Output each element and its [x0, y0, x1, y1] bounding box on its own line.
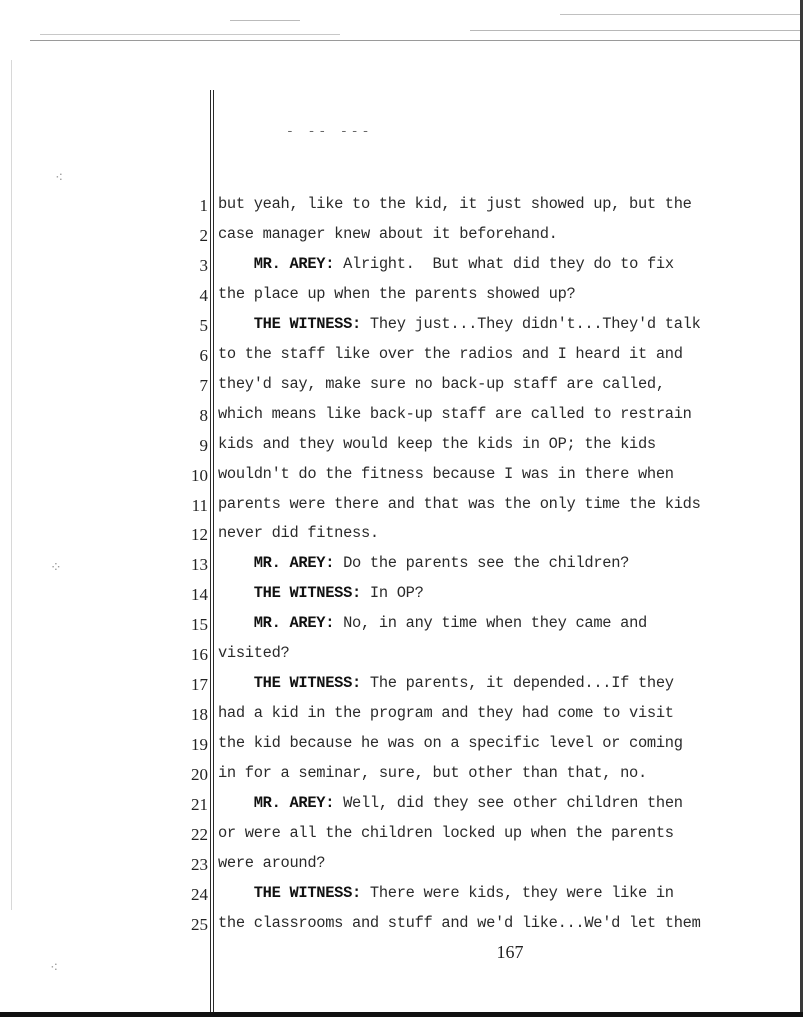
transcript-line — [218, 734, 794, 752]
line-text: No, in any time when they came and — [334, 614, 647, 633]
line-text: had a kid in the program and they had come to visit — [218, 704, 674, 723]
line-text: Alright. But what did they do to fix — [334, 254, 674, 273]
line-text: the kid because he was on a specific level or coming — [218, 734, 683, 753]
transcript-line — [218, 764, 794, 782]
scan-header-artifact — [0, 0, 803, 52]
transcript-line — [218, 524, 794, 542]
line-number: 9 — [199, 435, 208, 455]
line-number: 1 — [199, 196, 208, 215]
line-text: to the staff like over the radios and I heard it and — [218, 344, 683, 363]
speaker-label: MR. AREY: — [253, 794, 335, 812]
speaker-label: THE WITNESS: — [253, 314, 361, 333]
transcript-line — [218, 195, 794, 213]
scan-margin-line — [11, 60, 12, 910]
margin-rule-right — [213, 90, 214, 1017]
speaker-label: THE WITNESS: — [253, 674, 361, 693]
line-number: 22 — [191, 824, 208, 844]
transcript-line — [218, 435, 794, 453]
line-number: 5 — [199, 315, 208, 335]
line-text: case manager knew about it beforehand. — [218, 224, 558, 243]
margin-rule-left — [210, 90, 211, 1017]
line-text: in for a seminar, sure, but other than that, no. — [218, 764, 647, 783]
line-number: 18 — [191, 705, 208, 725]
line-number: 14 — [191, 585, 208, 605]
line-text: The parents, it depended...If they — [360, 674, 674, 693]
line-text: In OP? — [360, 584, 424, 603]
transcript-line — [218, 315, 794, 333]
transcript-line — [218, 854, 794, 872]
line-text: never did fitness. — [218, 524, 379, 543]
line-text: but yeah, like to the kid, it just showed up, but the — [218, 195, 692, 213]
line-number: 3 — [199, 255, 208, 275]
line-text: They just...They didn't...They'd talk — [360, 314, 701, 333]
line-text: or were all the children locked up when the parents — [218, 823, 674, 842]
transcript-line — [218, 914, 794, 932]
line-number: 4 — [199, 285, 208, 305]
transcript-line — [218, 704, 794, 722]
transcript-line — [218, 824, 794, 842]
transcript-line — [218, 465, 794, 483]
line-number: 7 — [199, 375, 208, 395]
line-text: they'd say, make sure no back-up staff are called, — [218, 374, 665, 393]
line-number: 19 — [191, 735, 208, 755]
line-number: 13 — [191, 555, 208, 575]
speaker-label: MR. AREY: — [253, 554, 335, 573]
speaker-label: THE WITNESS: — [253, 584, 361, 603]
header-marks: - -- --- — [286, 124, 373, 139]
line-number: 6 — [199, 345, 208, 365]
line-text: Well, did they see other children then — [334, 794, 683, 812]
page-number: 167 — [496, 942, 524, 962]
line-text: were around? — [218, 853, 326, 872]
line-number: 23 — [191, 854, 208, 874]
transcript-line — [218, 255, 794, 273]
transcript-line — [218, 584, 794, 602]
line-text: wouldn't do the fitness because I was in there when — [218, 464, 674, 483]
transcript-line — [218, 614, 794, 632]
line-number: 25 — [191, 914, 208, 934]
line-number: 10 — [191, 465, 208, 485]
transcript-line — [218, 644, 794, 662]
transcript-line — [218, 674, 794, 692]
transcript-line — [218, 794, 794, 812]
transcript-line — [218, 375, 794, 393]
line-text: the classrooms and stuff and we'd like...We'd let them — [218, 913, 701, 932]
line-number: 17 — [191, 675, 208, 695]
speaker-label: MR. AREY: — [253, 614, 335, 633]
line-text: the place up when the parents showed up? — [218, 284, 576, 303]
line-text: kids and they would keep the kids in OP; the kids — [218, 434, 656, 453]
scan-smudge: ⁖ — [50, 960, 59, 976]
transcript-line — [218, 884, 794, 902]
line-number: 20 — [191, 765, 208, 785]
line-number: 2 — [199, 225, 208, 245]
transcript-line — [218, 345, 794, 363]
line-number: 21 — [191, 795, 208, 814]
transcript-line — [218, 285, 794, 303]
speaker-label: MR. AREY: — [253, 254, 335, 273]
transcript-line — [218, 225, 794, 243]
page-bottom-edge — [0, 1012, 803, 1017]
transcript-line — [218, 405, 794, 423]
line-number: 11 — [191, 495, 208, 515]
line-text: parents were there and that was the only time the kids — [218, 494, 701, 513]
speaker-label: THE WITNESS: — [253, 883, 361, 902]
line-text: visited? — [218, 644, 290, 663]
line-number: 12 — [191, 525, 208, 545]
line-number: 8 — [199, 405, 208, 425]
line-text: Do the parents see the children? — [334, 554, 630, 573]
line-number: 24 — [191, 884, 208, 904]
scan-smudge: ⁖ — [55, 170, 64, 186]
line-text: which means like back-up staff are called to restrain — [218, 404, 692, 423]
line-text: There were kids, they were like in — [360, 883, 674, 902]
transcript-line — [218, 554, 794, 572]
line-number: 15 — [191, 615, 208, 635]
scan-smudge: ⁘ — [50, 560, 62, 576]
line-number: 16 — [191, 645, 208, 665]
transcript-line — [218, 495, 794, 513]
